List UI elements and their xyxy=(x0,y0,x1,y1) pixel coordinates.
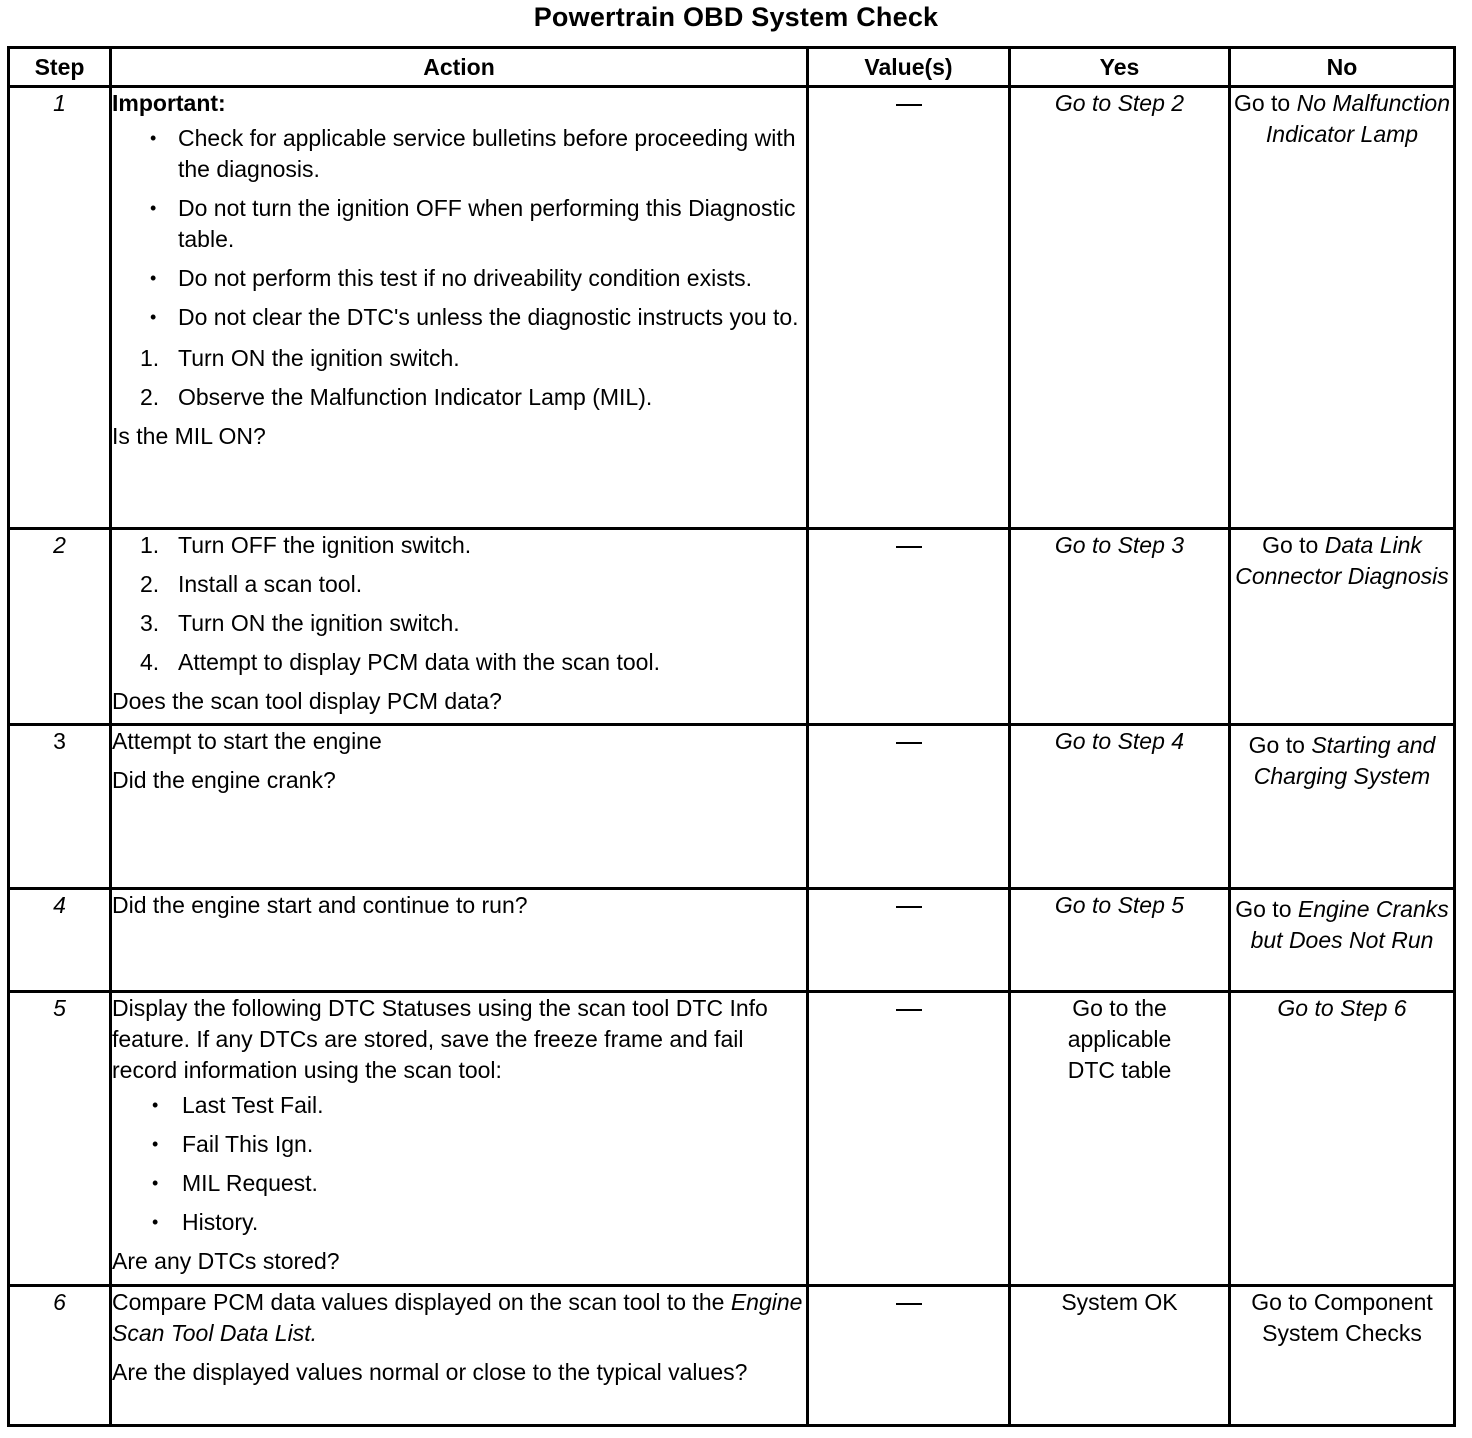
yes-cell: Go to Step 2 xyxy=(1010,87,1230,529)
list-item: • Fail This Ign. xyxy=(112,1129,806,1160)
list-item: 4. Attempt to display PCM data with the scan tool. xyxy=(140,649,660,675)
yes-cell: Go to Step 3 xyxy=(1010,529,1230,725)
step-number: 2 xyxy=(9,529,111,725)
table-row xyxy=(9,992,1455,1286)
dash-mark xyxy=(896,1303,922,1305)
header-values: Value(s) xyxy=(808,48,1010,87)
header-no: No xyxy=(1230,48,1455,87)
header-yes: Yes xyxy=(1010,48,1230,87)
no-cell: Go to Engine Cranks but Does Not Run xyxy=(1230,889,1455,992)
yes-cell: Go to Step 4 xyxy=(1010,725,1230,889)
question: Did the engine start and continue to run? xyxy=(112,892,528,918)
action-cell xyxy=(111,87,808,529)
step-number: 3 xyxy=(9,725,111,889)
dash-mark xyxy=(896,546,922,548)
no-cell: Go to Starting and Charging System xyxy=(1230,725,1455,889)
dash-mark xyxy=(896,104,922,106)
step-number: 1 xyxy=(9,87,111,529)
important-label: Important: xyxy=(112,90,226,116)
numbered-list xyxy=(112,530,806,678)
question: Is the MIL ON? xyxy=(112,423,266,449)
value-cell xyxy=(808,1286,1010,1426)
yes-cell: Go to Step 5 xyxy=(1010,889,1230,992)
step-number: 5 xyxy=(9,992,111,1286)
question: Are any DTCs stored? xyxy=(112,1248,340,1274)
table-row xyxy=(9,529,1455,725)
action-cell xyxy=(111,725,808,889)
no-cell: Go to Data Link Connector Diagnosis xyxy=(1230,529,1455,725)
value-cell xyxy=(808,992,1010,1286)
header-action: Action xyxy=(111,48,808,87)
list-item: • Do not turn the ignition OFF when performing this Diagnostic table. xyxy=(112,193,806,255)
action-text: Display the following DTC Statuses using the scan tool DTC Info feature. If any DTCs are stored, save the freeze frame and fail record information using the scan tool: xyxy=(112,995,768,1083)
step-number: 6 xyxy=(9,1286,111,1426)
value-cell xyxy=(808,889,1010,992)
question: Are the displayed values normal or close to the typical values? xyxy=(112,1359,748,1385)
table-row xyxy=(9,87,1455,529)
table-row xyxy=(9,725,1455,889)
action-cell xyxy=(111,1286,808,1426)
step-number: 4 xyxy=(9,889,111,992)
list-item: • History. xyxy=(112,1207,806,1238)
list-item: 1. Turn ON the ignition switch. xyxy=(140,345,460,371)
table-row xyxy=(9,889,1455,992)
dash-mark xyxy=(896,1009,922,1011)
bullet-list xyxy=(112,123,806,333)
no-cell: Go to No Malfunction Indicator Lamp xyxy=(1230,87,1455,529)
list-item: 2. Observe the Malfunction Indicator Lamp (MIL). xyxy=(140,384,653,410)
list-item: • Do not perform this test if no driveability condition exists. xyxy=(112,263,806,294)
action-text: Compare PCM data values displayed on the scan tool to the Engine Scan Tool Data List. xyxy=(112,1289,803,1346)
no-cell: Go to Component System Checks xyxy=(1230,1286,1455,1426)
value-cell xyxy=(808,87,1010,529)
value-cell xyxy=(808,529,1010,725)
question: Did the engine crank? xyxy=(112,767,336,793)
no-cell: Go to Step 6 xyxy=(1230,992,1455,1286)
dash-mark xyxy=(896,742,922,744)
yes-cell: Go to the applicable DTC table xyxy=(1010,992,1230,1286)
action-cell xyxy=(111,992,808,1286)
bullet-list xyxy=(112,1090,806,1238)
dash-mark xyxy=(896,906,922,908)
numbered-list xyxy=(112,343,806,413)
list-item: • MIL Request. xyxy=(112,1168,806,1199)
value-cell xyxy=(808,725,1010,889)
action-cell xyxy=(111,889,808,992)
action-text: Attempt to start the engine xyxy=(112,728,382,754)
yes-cell: System OK xyxy=(1010,1286,1230,1426)
header-row xyxy=(9,48,1455,87)
list-item: • Last Test Fail. xyxy=(112,1090,806,1121)
question: Does the scan tool display PCM data? xyxy=(112,688,502,714)
list-item: • Check for applicable service bulletins before proceeding with the diagnosis. xyxy=(112,123,806,185)
table-row xyxy=(9,1286,1455,1426)
diagnostic-table xyxy=(7,46,1456,1427)
page-title: Powertrain OBD System Check xyxy=(533,2,939,32)
action-cell xyxy=(111,529,808,725)
header-step: Step xyxy=(9,48,111,87)
list-item: • Do not clear the DTC's unless the diagnostic instructs you to. xyxy=(112,302,806,333)
list-item: 2. Install a scan tool. xyxy=(140,571,363,597)
list-item: 1. Turn OFF the ignition switch. xyxy=(140,532,472,558)
list-item: 3. Turn ON the ignition switch. xyxy=(140,610,460,636)
